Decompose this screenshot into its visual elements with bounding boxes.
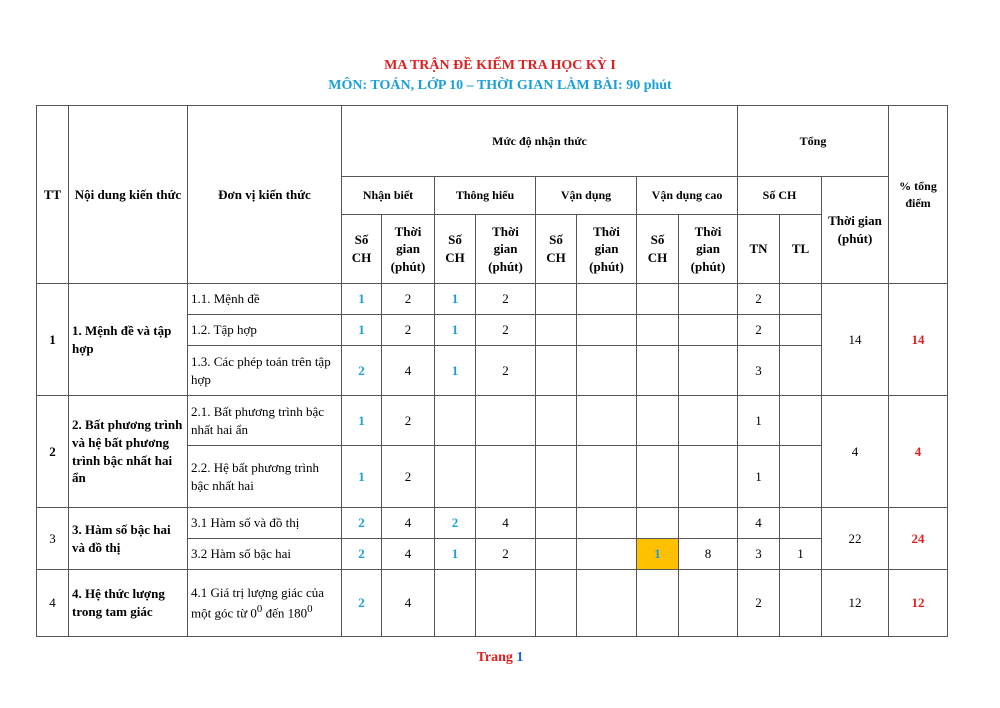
tl-count xyxy=(780,346,822,396)
header-tn: TN xyxy=(738,215,780,284)
header-thong-hieu: Thông hiểu xyxy=(435,177,536,215)
nb-count: 2 xyxy=(342,539,382,570)
nb-count: 1 xyxy=(342,446,382,508)
th-count xyxy=(435,446,476,508)
header-tong: Tổng xyxy=(738,106,889,177)
page-footer xyxy=(0,650,1000,666)
vdc-count-highlighted: 1 xyxy=(637,539,679,570)
group-name: 2. Bất phương trình và hệ bất phương trình bậc nhất hai ẩn xyxy=(69,396,188,508)
nb-time: 2 xyxy=(382,315,435,346)
header-time-vdc: Thời gian (phút) xyxy=(679,215,738,284)
degree-superscript: 0 xyxy=(256,602,263,615)
vdc-time xyxy=(679,508,738,539)
unit-name: 2.2. Hệ bất phương trình bậc nhất hai xyxy=(188,446,342,508)
group-tt: 3 xyxy=(37,508,69,570)
nb-time: 2 xyxy=(382,284,435,315)
th-time: 2 xyxy=(476,539,536,570)
unit-name xyxy=(188,570,342,637)
header-thoi-gian-total: Thời gian (phút) xyxy=(822,177,889,284)
tl-count xyxy=(780,508,822,539)
vdc-time xyxy=(679,446,738,508)
vdc-count xyxy=(637,396,679,446)
th-time xyxy=(476,446,536,508)
header-tl: TL xyxy=(780,215,822,284)
tn-count: 1 xyxy=(738,446,780,508)
vd-count xyxy=(536,446,577,508)
vdc-time xyxy=(679,570,738,637)
group-percent: 4 xyxy=(889,396,948,508)
header-so-ch-vdc: Số CH xyxy=(637,215,679,284)
header-so-ch-nb: Số CH xyxy=(342,215,382,284)
group-tt: 4 xyxy=(37,570,69,637)
nb-time: 4 xyxy=(382,508,435,539)
th-count xyxy=(435,570,476,637)
nb-time: 4 xyxy=(382,539,435,570)
th-time xyxy=(476,570,536,637)
unit-name: 3.1 Hàm số và đồ thị xyxy=(188,508,342,539)
tl-count xyxy=(780,446,822,508)
header-van-dung-cao: Vận dụng cao xyxy=(637,177,738,215)
nb-time: 2 xyxy=(382,446,435,508)
vdc-time xyxy=(679,346,738,396)
tn-count: 2 xyxy=(738,315,780,346)
tn-count: 1 xyxy=(738,396,780,446)
degree-superscript: 0 xyxy=(307,602,313,615)
vdc-count xyxy=(637,346,679,396)
vdc-count xyxy=(637,570,679,637)
nb-count: 1 xyxy=(342,315,382,346)
vdc-time xyxy=(679,315,738,346)
header-don-vi: Đơn vị kiến thức xyxy=(188,106,342,284)
header-so-ch-th: Số CH xyxy=(435,215,476,284)
table-row xyxy=(37,508,948,539)
th-count: 1 xyxy=(435,284,476,315)
vd-time xyxy=(577,446,637,508)
vdc-time: 8 xyxy=(679,539,738,570)
group-percent: 14 xyxy=(889,284,948,396)
group-percent: 24 xyxy=(889,508,948,570)
vdc-count xyxy=(637,315,679,346)
tn-count: 3 xyxy=(738,539,780,570)
nb-time: 4 xyxy=(382,346,435,396)
nb-count: 2 xyxy=(342,346,382,396)
vd-count xyxy=(536,315,577,346)
vd-count xyxy=(536,346,577,396)
header-van-dung: Vận dụng xyxy=(536,177,637,215)
tn-count: 2 xyxy=(738,284,780,315)
vdc-time xyxy=(679,396,738,446)
vd-time xyxy=(577,539,637,570)
th-time: 2 xyxy=(476,284,536,315)
header-tt: TT xyxy=(37,106,69,284)
group-total-time: 4 xyxy=(822,396,889,508)
tl-count xyxy=(780,284,822,315)
vd-time xyxy=(577,396,637,446)
group-percent: 12 xyxy=(889,570,948,637)
vd-time xyxy=(577,315,637,346)
th-time xyxy=(476,396,536,446)
group-tt: 1 xyxy=(37,284,69,396)
vd-time xyxy=(577,284,637,315)
header-so-ch-vd: Số CH xyxy=(536,215,577,284)
vd-count xyxy=(536,284,577,315)
vd-count xyxy=(536,396,577,446)
th-time: 2 xyxy=(476,346,536,396)
page-number: 1 xyxy=(516,650,524,665)
tn-count: 3 xyxy=(738,346,780,396)
table-row xyxy=(37,570,948,637)
nb-count: 2 xyxy=(342,570,382,637)
nb-count: 1 xyxy=(342,284,382,315)
th-count: 1 xyxy=(435,346,476,396)
unit-name: 1.2. Tập hợp xyxy=(188,315,342,346)
group-name: 4. Hệ thức lượng trong tam giác xyxy=(69,570,188,637)
unit-name: 2.1. Bất phương trình bậc nhất hai ẩn xyxy=(188,396,342,446)
header-so-ch: Số CH xyxy=(738,177,822,215)
vd-time xyxy=(577,570,637,637)
group-total-time: 14 xyxy=(822,284,889,396)
table-row xyxy=(37,284,948,315)
header-time-th: Thời gian (phút) xyxy=(476,215,536,284)
unit-name: 1.1. Mệnh đề xyxy=(188,284,342,315)
th-count: 1 xyxy=(435,539,476,570)
tn-count: 4 xyxy=(738,508,780,539)
header-row-1 xyxy=(37,106,948,177)
group-tt: 2 xyxy=(37,396,69,508)
unit-name-part: 4.1 Giá trị lượng giác của một góc từ 0 xyxy=(191,585,325,621)
header-percent: % tổng điểm xyxy=(889,106,948,284)
header-nhan-biet: Nhận biết xyxy=(342,177,435,215)
nb-time: 2 xyxy=(382,396,435,446)
group-total-time: 12 xyxy=(822,570,889,637)
vdc-count xyxy=(637,446,679,508)
nb-time: 4 xyxy=(382,570,435,637)
vd-count xyxy=(536,570,577,637)
vd-count xyxy=(536,539,577,570)
vdc-count xyxy=(637,284,679,315)
nb-count: 2 xyxy=(342,508,382,539)
unit-name: 1.3. Các phép toán trên tập hợp xyxy=(188,346,342,396)
vd-count xyxy=(536,508,577,539)
th-count xyxy=(435,396,476,446)
group-total-time: 22 xyxy=(822,508,889,570)
document-subtitle: MÔN: TOÁN, LỚP 10 – THỜI GIAN LÀM BÀI: 90 phút xyxy=(328,78,672,93)
document-title: MA TRẬN ĐỀ KIỂM TRA HỌC KỲ I xyxy=(384,58,616,73)
matrix-table xyxy=(36,105,948,637)
unit-name-part: đến 180 xyxy=(262,605,308,621)
th-count: 1 xyxy=(435,315,476,346)
tl-count: 1 xyxy=(780,539,822,570)
header-time-nb: Thời gian (phút) xyxy=(382,215,435,284)
header-noi-dung: Nội dung kiến thức xyxy=(69,106,188,284)
header-time-vd: Thời gian (phút) xyxy=(577,215,637,284)
tn-count: 2 xyxy=(738,570,780,637)
vdc-count xyxy=(637,508,679,539)
header-muc-do: Mức độ nhận thức xyxy=(342,106,738,177)
th-time: 2 xyxy=(476,315,536,346)
th-time: 4 xyxy=(476,508,536,539)
vd-time xyxy=(577,346,637,396)
tl-count xyxy=(780,570,822,637)
unit-name: 3.2 Hàm số bậc hai xyxy=(188,539,342,570)
th-count: 2 xyxy=(435,508,476,539)
table-row xyxy=(37,396,948,446)
page-label: Trang xyxy=(476,650,513,665)
group-name: 3. Hàm số bậc hai và đồ thị xyxy=(69,508,188,570)
tl-count xyxy=(780,315,822,346)
group-name: 1. Mệnh đề và tập hợp xyxy=(69,284,188,396)
nb-count: 1 xyxy=(342,396,382,446)
tl-count xyxy=(780,396,822,446)
vdc-time xyxy=(679,284,738,315)
vd-time xyxy=(577,508,637,539)
